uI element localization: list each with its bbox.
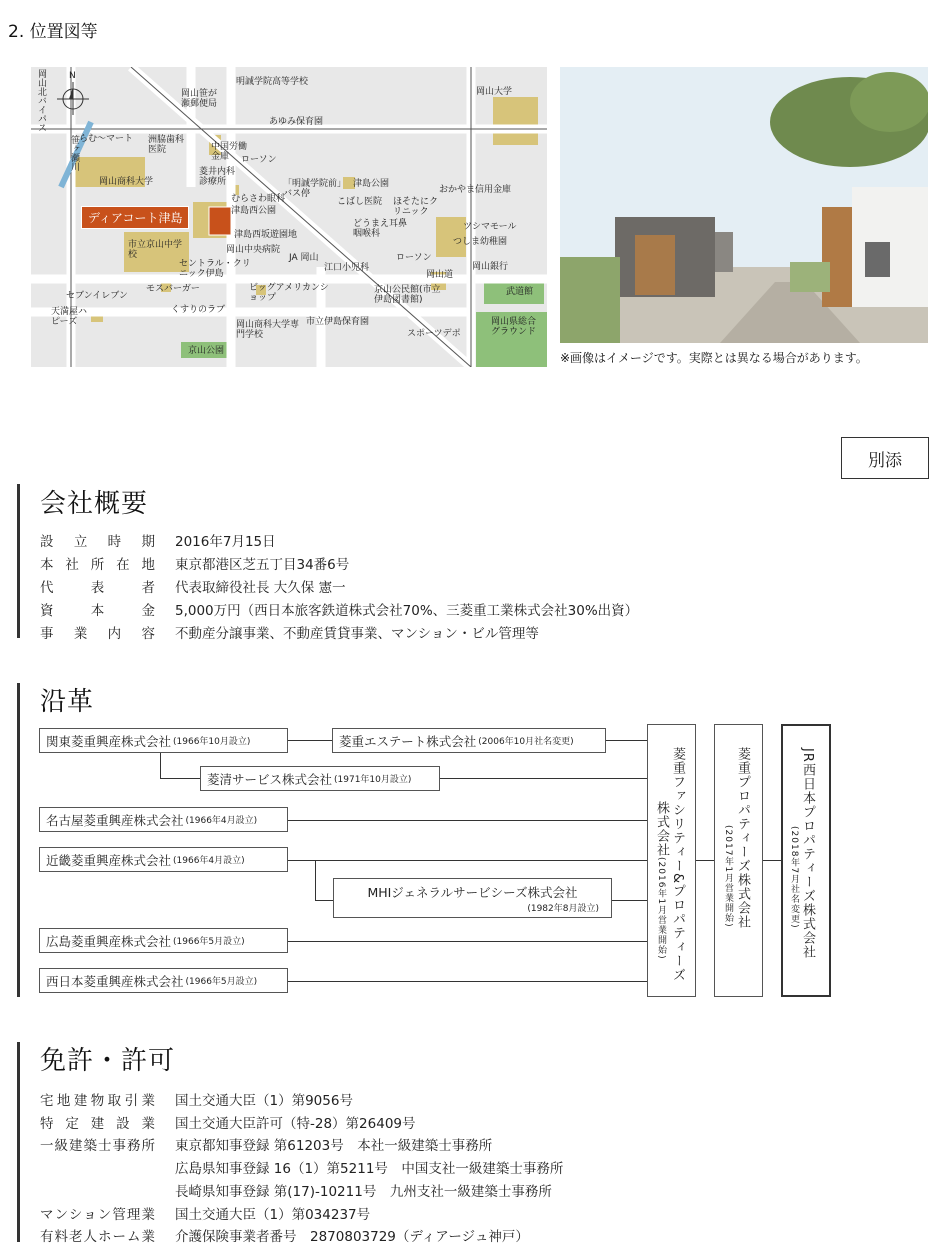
- company-heading: 会社概要: [40, 489, 149, 519]
- company-row-label: 資本金: [40, 603, 155, 619]
- map-label: ツシマモール: [463, 222, 517, 232]
- successor-name-suffix: 株式会社: [654, 801, 669, 857]
- history-heading: 沿革: [40, 687, 95, 717]
- connector-line: [696, 860, 714, 861]
- map-label: 市立伊島保育園: [306, 317, 370, 327]
- license-row: [40, 1134, 493, 1154]
- license-row: [40, 1112, 416, 1132]
- company-box-name: 菱清サービス株式会社: [207, 771, 333, 787]
- connector-line: [612, 900, 647, 901]
- successor-note: (2017年1月営業開始): [723, 825, 733, 928]
- company-box: [39, 847, 288, 872]
- license-row-value: 国土交通大臣（1）第034237号: [175, 1207, 371, 1223]
- map-label: 天満屋ハピーズ: [51, 307, 88, 327]
- map-label: 笹ヶ瀬川: [69, 135, 79, 171]
- company-row-value: 2016年7月15日: [175, 534, 276, 550]
- connector-line: [763, 860, 781, 861]
- connector-line: [160, 753, 161, 778]
- license-row-value: 国土交通大臣（1）第9056号: [175, 1093, 353, 1109]
- map-label: 岡山商科大学専門学校: [236, 320, 300, 340]
- map-label: 岡山大学: [476, 87, 513, 97]
- map-label: 津島西公園: [231, 206, 277, 216]
- map-label: 津島公園: [353, 179, 390, 189]
- company-row-value: 東京都港区芝五丁目34番6号: [175, 557, 350, 573]
- map-label: ローソン: [241, 155, 277, 165]
- attachment-label: 別添: [841, 437, 929, 479]
- location-map: [31, 67, 547, 367]
- connector-line: [440, 778, 647, 779]
- company-box-name: 西日本菱重興産株式会社: [46, 973, 184, 989]
- company-row-value: 5,000万円（西日本旅客鉄道株式会社70%、三菱重工業株式会社30%出資）: [175, 603, 639, 619]
- successor-box: [647, 724, 696, 997]
- map-label: 岡山笹が瀬郵便局: [181, 89, 218, 109]
- map-label: つしま幼稚園: [453, 237, 508, 247]
- license-row-value: 国土交通大臣許可（特-28）第26409号: [175, 1116, 416, 1132]
- map-label: ほそたにクリニック: [393, 197, 439, 217]
- license-row-value: 東京都知事登録 第61203号 本社一級建築士事務所: [175, 1138, 493, 1154]
- company-box-name: 広島菱重興産株式会社: [46, 933, 172, 949]
- company-heading-bar: [17, 484, 20, 638]
- section-title: 2. 位置図等: [8, 22, 98, 42]
- map-label: らむ～マート: [79, 134, 134, 144]
- company-row: [40, 530, 276, 550]
- successor-name: 菱重プロパティーズ株式会社: [735, 747, 750, 929]
- company-box-name: 名古屋菱重興産株式会社: [46, 812, 184, 828]
- map-label: こばし医院: [337, 197, 383, 207]
- license-row-value: 広島県知事登録 16（1）第5211号 中国支社一級建築士事務所: [175, 1161, 564, 1177]
- map-label: 京山公園: [188, 346, 225, 356]
- connector-line: [288, 981, 647, 982]
- company-box: [39, 928, 288, 953]
- map-label: 菱井内科診療所: [199, 167, 236, 187]
- connector-line: [288, 860, 647, 861]
- map-label: 岡山道: [426, 270, 454, 280]
- map-label: 岡山北バイパス: [36, 69, 46, 132]
- successor-box: [714, 724, 763, 997]
- map-label: モスバーガー: [146, 284, 200, 294]
- license-heading: 免許・許可: [40, 1046, 176, 1076]
- map-label: JA 岡山: [289, 253, 319, 263]
- company-box-note: (1966年10月設立): [173, 737, 251, 747]
- connector-line: [315, 860, 316, 900]
- license-row-label: マンション管理業: [40, 1207, 155, 1223]
- company-box-name: 関東菱重興産株式会社: [46, 733, 172, 749]
- license-row: [40, 1180, 552, 1200]
- company-box-note: (1966年4月設立): [173, 856, 245, 866]
- successor-name: 菱重ファシリティー&プロパティーズ: [670, 747, 685, 983]
- company-row-label: 事業内容: [40, 626, 155, 642]
- map-label: どうまえ耳鼻咽喉科: [353, 219, 408, 239]
- map-label: くすりのラブ: [171, 305, 226, 315]
- connector-line: [288, 740, 332, 741]
- license-row-label: 一級建築士事務所: [40, 1138, 155, 1154]
- connector-line: [288, 941, 647, 942]
- license-row: [40, 1225, 529, 1245]
- map-label: 「明誠学院前」バス停: [283, 179, 347, 199]
- license-row-value: 長崎県知事登録 第(17)-10211号 九州支社一級建築士事務所: [175, 1184, 552, 1200]
- map-label: 武道館: [506, 287, 534, 297]
- building-drawing: [560, 67, 928, 343]
- company-box-note: (1966年4月設立): [185, 816, 258, 826]
- connector-line: [315, 900, 333, 901]
- photo-caption: ※画像はイメージです。実際とは異なる場合があります。: [560, 351, 868, 365]
- map-label: むらさわ眼科: [231, 194, 286, 204]
- successor-note: (2018年7月社名変更): [789, 826, 799, 929]
- company-row-label: 本社所在地: [40, 557, 155, 573]
- company-row: [40, 576, 346, 596]
- map-label: スポーツデポ: [407, 329, 461, 339]
- map-label: 洲脇歯科医院: [148, 135, 185, 155]
- map-label: 岡山中央病院: [226, 245, 281, 255]
- company-box-name: 菱重エステート株式会社: [339, 733, 477, 749]
- map-label: おかやま信用金庫: [439, 185, 512, 195]
- license-row-label: 宅地建物取引業: [40, 1093, 155, 1109]
- license-row: [40, 1089, 353, 1109]
- successor-note: (2016年1月営業開始): [656, 857, 666, 960]
- site-badge: ディアコート津島: [81, 206, 189, 229]
- company-row-label: 代表者: [40, 580, 155, 596]
- license-row-label: 特定建設業: [40, 1116, 155, 1132]
- map-label: 明誠学院高等学校: [236, 77, 309, 87]
- map-label: ローソン: [396, 253, 432, 263]
- map-label: セブンイレブン: [66, 291, 128, 301]
- license-heading-bar: [17, 1042, 20, 1242]
- map-label: 津島西坂遊園地: [234, 230, 298, 240]
- company-row: [40, 553, 350, 573]
- company-box-note: (2006年10月社名変更): [478, 737, 574, 747]
- connector-line: [288, 820, 647, 821]
- company-box-note: (1971年10月設立): [334, 775, 412, 785]
- map-label: セントラル・クリニック伊島: [179, 259, 251, 279]
- map-label: 岡山県総合グラウンド: [491, 317, 537, 337]
- company-row-value: 不動産分譲事業、不動産賃貸事業、マンション・ビル管理等: [175, 626, 539, 642]
- history-heading-bar: [17, 683, 20, 997]
- company-box: [39, 728, 288, 753]
- license-row-value: 介護保険事業者番号 2870803729（ディアージュ神戸）: [175, 1229, 529, 1245]
- license-row: [40, 1203, 371, 1223]
- company-row-label: 設立時期: [40, 534, 155, 550]
- company-row-value: 代表取締役社長 大久保 憲一: [175, 580, 346, 596]
- company-box-name: 近畿菱重興産株式会社: [46, 852, 172, 868]
- map-label: 中国労働金庫: [211, 142, 248, 162]
- company-box-name: MHIジェネラルサービシーズ株式会社: [367, 885, 578, 900]
- company-box: [333, 878, 612, 918]
- map-label: 岡山銀行: [472, 262, 509, 272]
- map-label: あゆみ保育園: [269, 117, 324, 127]
- company-box-note: (1966年5月設立): [173, 937, 245, 947]
- company-box: [332, 728, 606, 753]
- company-box: [39, 968, 288, 993]
- license-row: [40, 1157, 564, 1177]
- map-label: 市立京山中学校: [128, 240, 183, 260]
- successor-box-current: [781, 724, 831, 997]
- company-box: [39, 807, 288, 832]
- company-row: [40, 599, 639, 619]
- company-row: [40, 622, 539, 642]
- building-illustration: [560, 67, 928, 343]
- successor-name: JR西日本プロパティーズ株式会社: [800, 748, 815, 959]
- connector-line: [606, 740, 647, 741]
- company-box-note: (1982年8月設立): [527, 904, 599, 914]
- company-box: [200, 766, 440, 791]
- company-box-note: (1966年5月設立): [185, 977, 258, 987]
- north-label: N: [69, 71, 76, 81]
- map-label: 岡山商科大学: [99, 177, 154, 187]
- license-row-label: 有料老人ホーム業: [40, 1229, 155, 1245]
- connector-line: [160, 778, 200, 779]
- map-label: 江口小児科: [324, 263, 370, 273]
- map-label: 京山公民館(市立伊島図書館): [374, 285, 441, 305]
- map-label: ビッグアメリカンショップ: [249, 283, 329, 303]
